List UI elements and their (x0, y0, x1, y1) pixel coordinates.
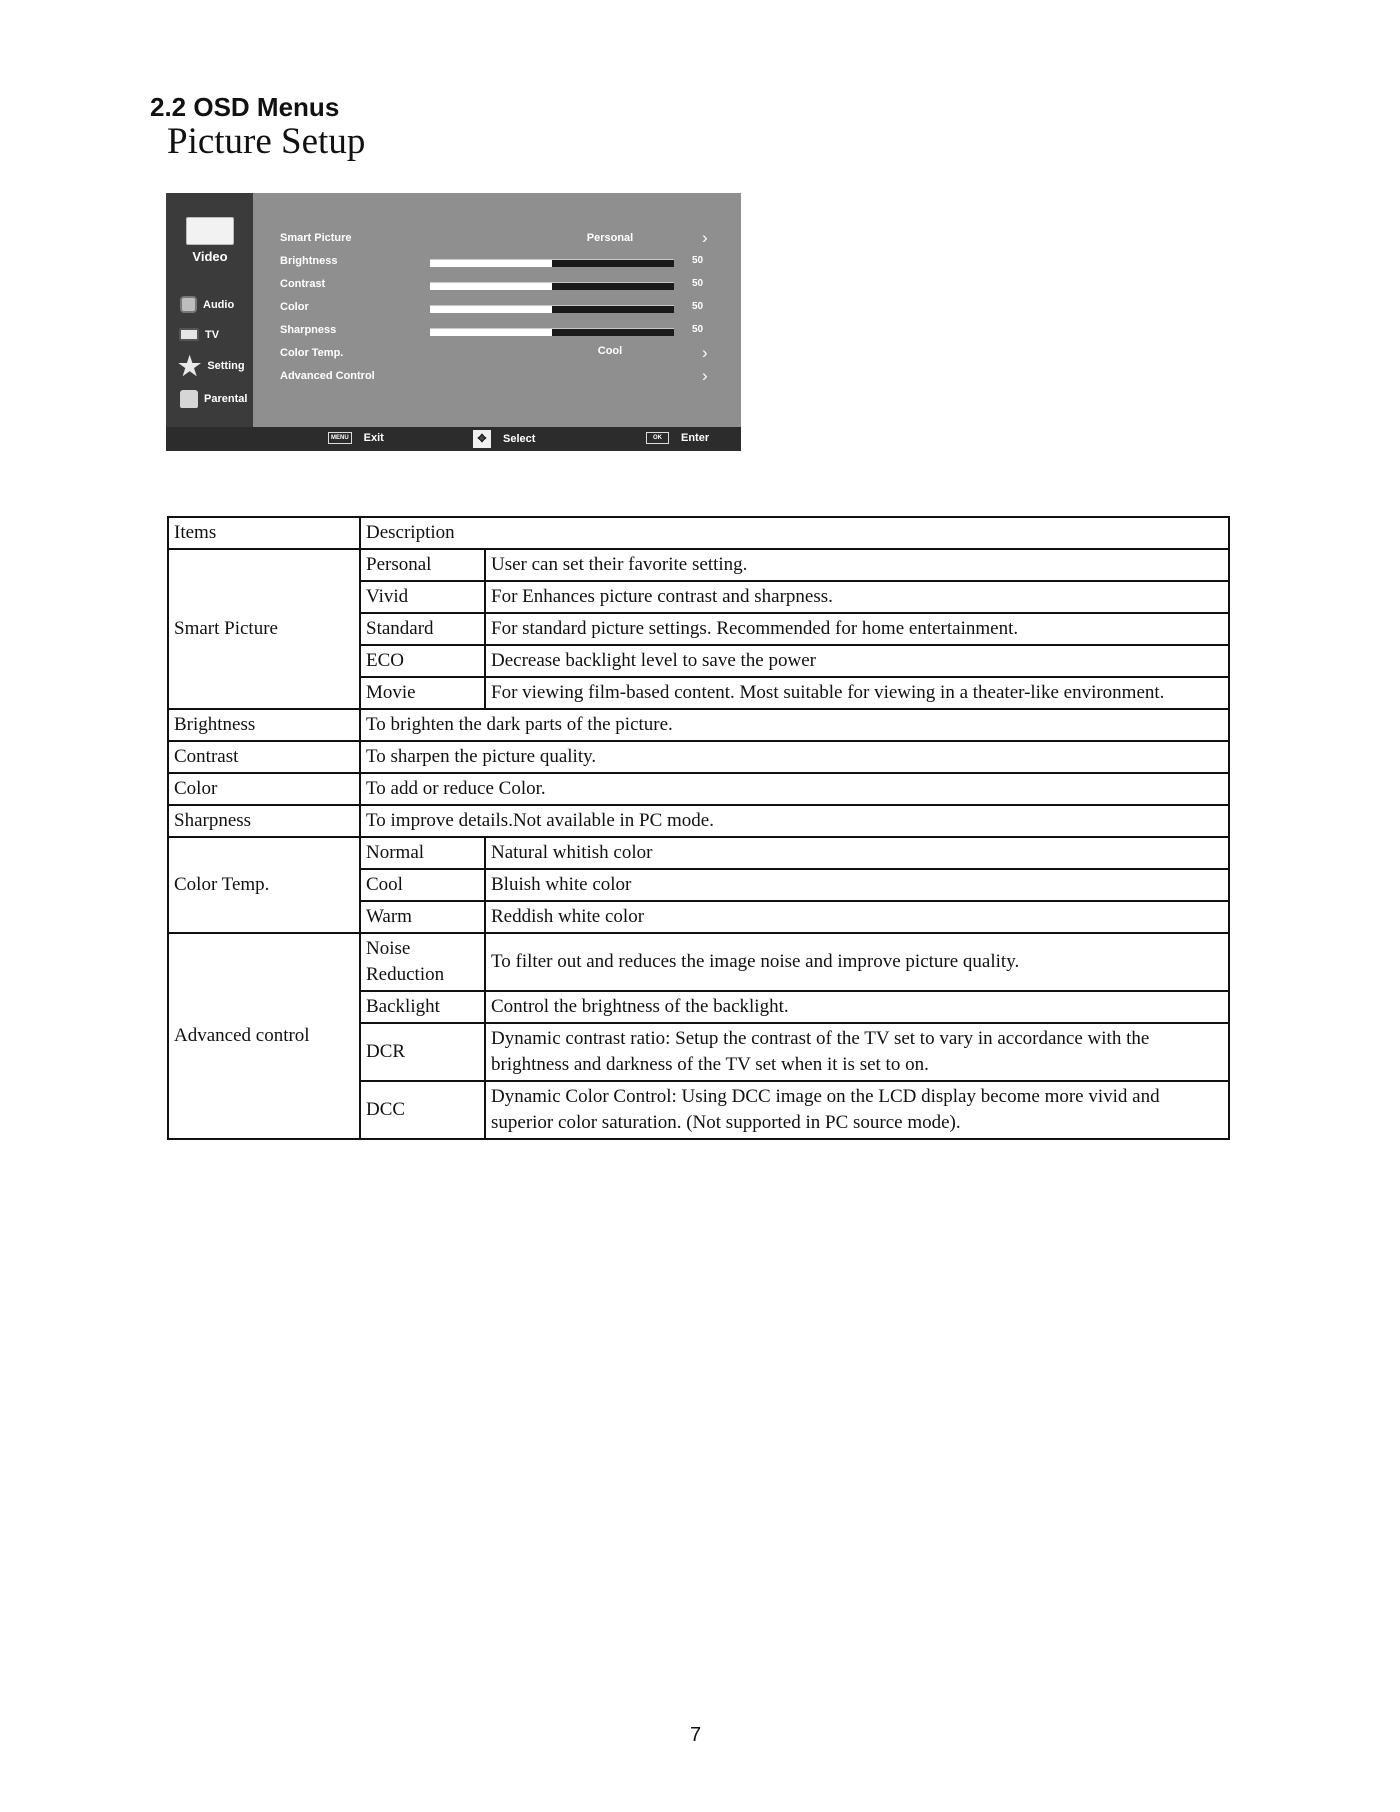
chevron-right-icon: › (702, 343, 708, 362)
ok-key-icon: OK (646, 432, 669, 444)
contrast-slider (430, 282, 674, 290)
sidebar-item-label: Parental (204, 393, 248, 405)
osd-row-label: Contrast (280, 278, 326, 290)
osd-row-label: Sharpness (280, 324, 337, 336)
sidebar-item-video (178, 217, 242, 264)
description-cell: Bluish white color (485, 869, 1229, 901)
osd-menu-screenshot (166, 193, 741, 451)
description-cell: To brighten the dark parts of the picture. (360, 709, 1229, 741)
chevron-right-icon: › (702, 366, 708, 385)
description-cell: Reddish white color (485, 901, 1229, 933)
option-cell: Backlight (360, 991, 485, 1023)
description-cell: Control the brightness of the backlight. (485, 991, 1229, 1023)
option-cell: DCR (360, 1023, 485, 1081)
osd-sidebar (166, 193, 253, 427)
osd-footer (166, 427, 741, 451)
footer-label: Enter (681, 432, 710, 444)
item-cell: Smart Picture (168, 549, 360, 709)
lock-icon (180, 390, 198, 408)
sidebar-item-label: Video (192, 249, 228, 264)
option-cell: Warm (360, 901, 485, 933)
footer-enter-hint (646, 432, 709, 444)
item-cell: Advanced control (168, 933, 360, 1139)
footer-label: Select (503, 433, 536, 445)
option-cell: Normal (360, 837, 485, 869)
chevron-right-icon: › (702, 228, 708, 247)
option-cell: Noise Reduction (360, 933, 485, 991)
osd-row-label: Advanced Control (280, 370, 375, 382)
osd-row-color (280, 298, 720, 318)
table-header-cell: Items (168, 517, 360, 549)
sidebar-item-label: TV (205, 328, 220, 341)
section-heading: 2.2 OSD Menus (150, 92, 340, 122)
option-cell: DCC (360, 1081, 485, 1139)
footer-select-hint (473, 430, 535, 448)
osd-row-label: Color Temp. (280, 347, 344, 359)
settings-star-icon: ★ (178, 351, 202, 381)
table-row (168, 741, 1229, 773)
sidebar-item-audio (180, 296, 234, 313)
osd-row-value: 50 (692, 301, 704, 312)
osd-row-value: 50 (692, 278, 704, 289)
osd-row-sharpness (280, 321, 720, 341)
item-cell: Color Temp. (168, 837, 360, 933)
item-cell: Contrast (168, 741, 360, 773)
option-cell: Personal (360, 549, 485, 581)
osd-row-value: Cool (597, 345, 623, 357)
option-cell: Cool (360, 869, 485, 901)
item-cell: Sharpness (168, 805, 360, 837)
description-cell: Dynamic Color Control: Using DCC image on the LCD display become more vivid and superior color saturation. (Not supported in PC source mode). (485, 1081, 1229, 1139)
osd-row-smart-picture (280, 229, 720, 249)
sidebar-item-parental (180, 390, 247, 408)
footer-exit-hint (328, 432, 384, 444)
option-cell: ECO (360, 645, 485, 677)
table-header-row (168, 517, 1229, 549)
osd-row-brightness (280, 252, 720, 272)
osd-row-value: Personal (586, 232, 634, 244)
item-cell: Color (168, 773, 360, 805)
option-cell: Vivid (360, 581, 485, 613)
description-cell: To add or reduce Color. (360, 773, 1229, 805)
table-row (168, 709, 1229, 741)
color-slider (430, 305, 674, 313)
menu-key-icon: MENU (328, 432, 352, 444)
sidebar-item-label: Setting (207, 360, 245, 372)
table-row (168, 773, 1229, 805)
description-cell: Natural whitish color (485, 837, 1229, 869)
osd-row-label: Color (280, 301, 309, 313)
footer-label: Exit (363, 432, 384, 444)
page-number: 7 (690, 1724, 702, 1746)
osd-row-value: 50 (692, 255, 704, 266)
osd-row-value: 50 (692, 324, 704, 335)
brightness-slider (430, 259, 674, 267)
description-cell: To improve details.Not available in PC mode. (360, 805, 1229, 837)
table-header-cell: Description (360, 517, 1229, 549)
tv-icon (179, 328, 199, 341)
osd-row-label: Brightness (280, 255, 338, 267)
sidebar-item-label: Audio (203, 298, 235, 311)
page-title: Picture Setup (167, 121, 366, 162)
description-cell: For viewing film-based content. Most suitable for viewing in a theater-like environment. (485, 677, 1229, 709)
item-cell: Brightness (168, 709, 360, 741)
sharpness-slider (430, 328, 674, 336)
option-cell: Movie (360, 677, 485, 709)
sidebar-item-setting (178, 353, 245, 379)
dpad-icon: ✥ (473, 430, 491, 448)
description-cell: For Enhances picture contrast and sharpness. (485, 581, 1229, 613)
description-cell: Dynamic contrast ratio: Setup the contrast of the TV set to vary in accordance with the brightness and darkness of the TV set when it is set to on. (485, 1023, 1229, 1081)
table-row (168, 805, 1229, 837)
description-cell: Decrease backlight level to save the power (485, 645, 1229, 677)
picture-setup-table (167, 516, 1230, 1140)
table-row (168, 933, 1229, 991)
sidebar-item-tv (179, 328, 219, 341)
osd-row-advanced-control (280, 367, 720, 387)
table-row (168, 549, 1229, 581)
option-cell: Standard (360, 613, 485, 645)
table-row (168, 837, 1229, 869)
speaker-icon (180, 296, 197, 313)
description-cell: For standard picture settings. Recommended for home entertainment. (485, 613, 1229, 645)
description-cell: To filter out and reduces the image noise and improve picture quality. (485, 933, 1229, 991)
osd-row-label: Smart Picture (280, 232, 352, 244)
description-cell: To sharpen the picture quality. (360, 741, 1229, 773)
description-cell: User can set their favorite setting. (485, 549, 1229, 581)
monitor-icon (186, 217, 234, 245)
osd-row-contrast (280, 275, 720, 295)
osd-row-color-temp (280, 344, 720, 364)
